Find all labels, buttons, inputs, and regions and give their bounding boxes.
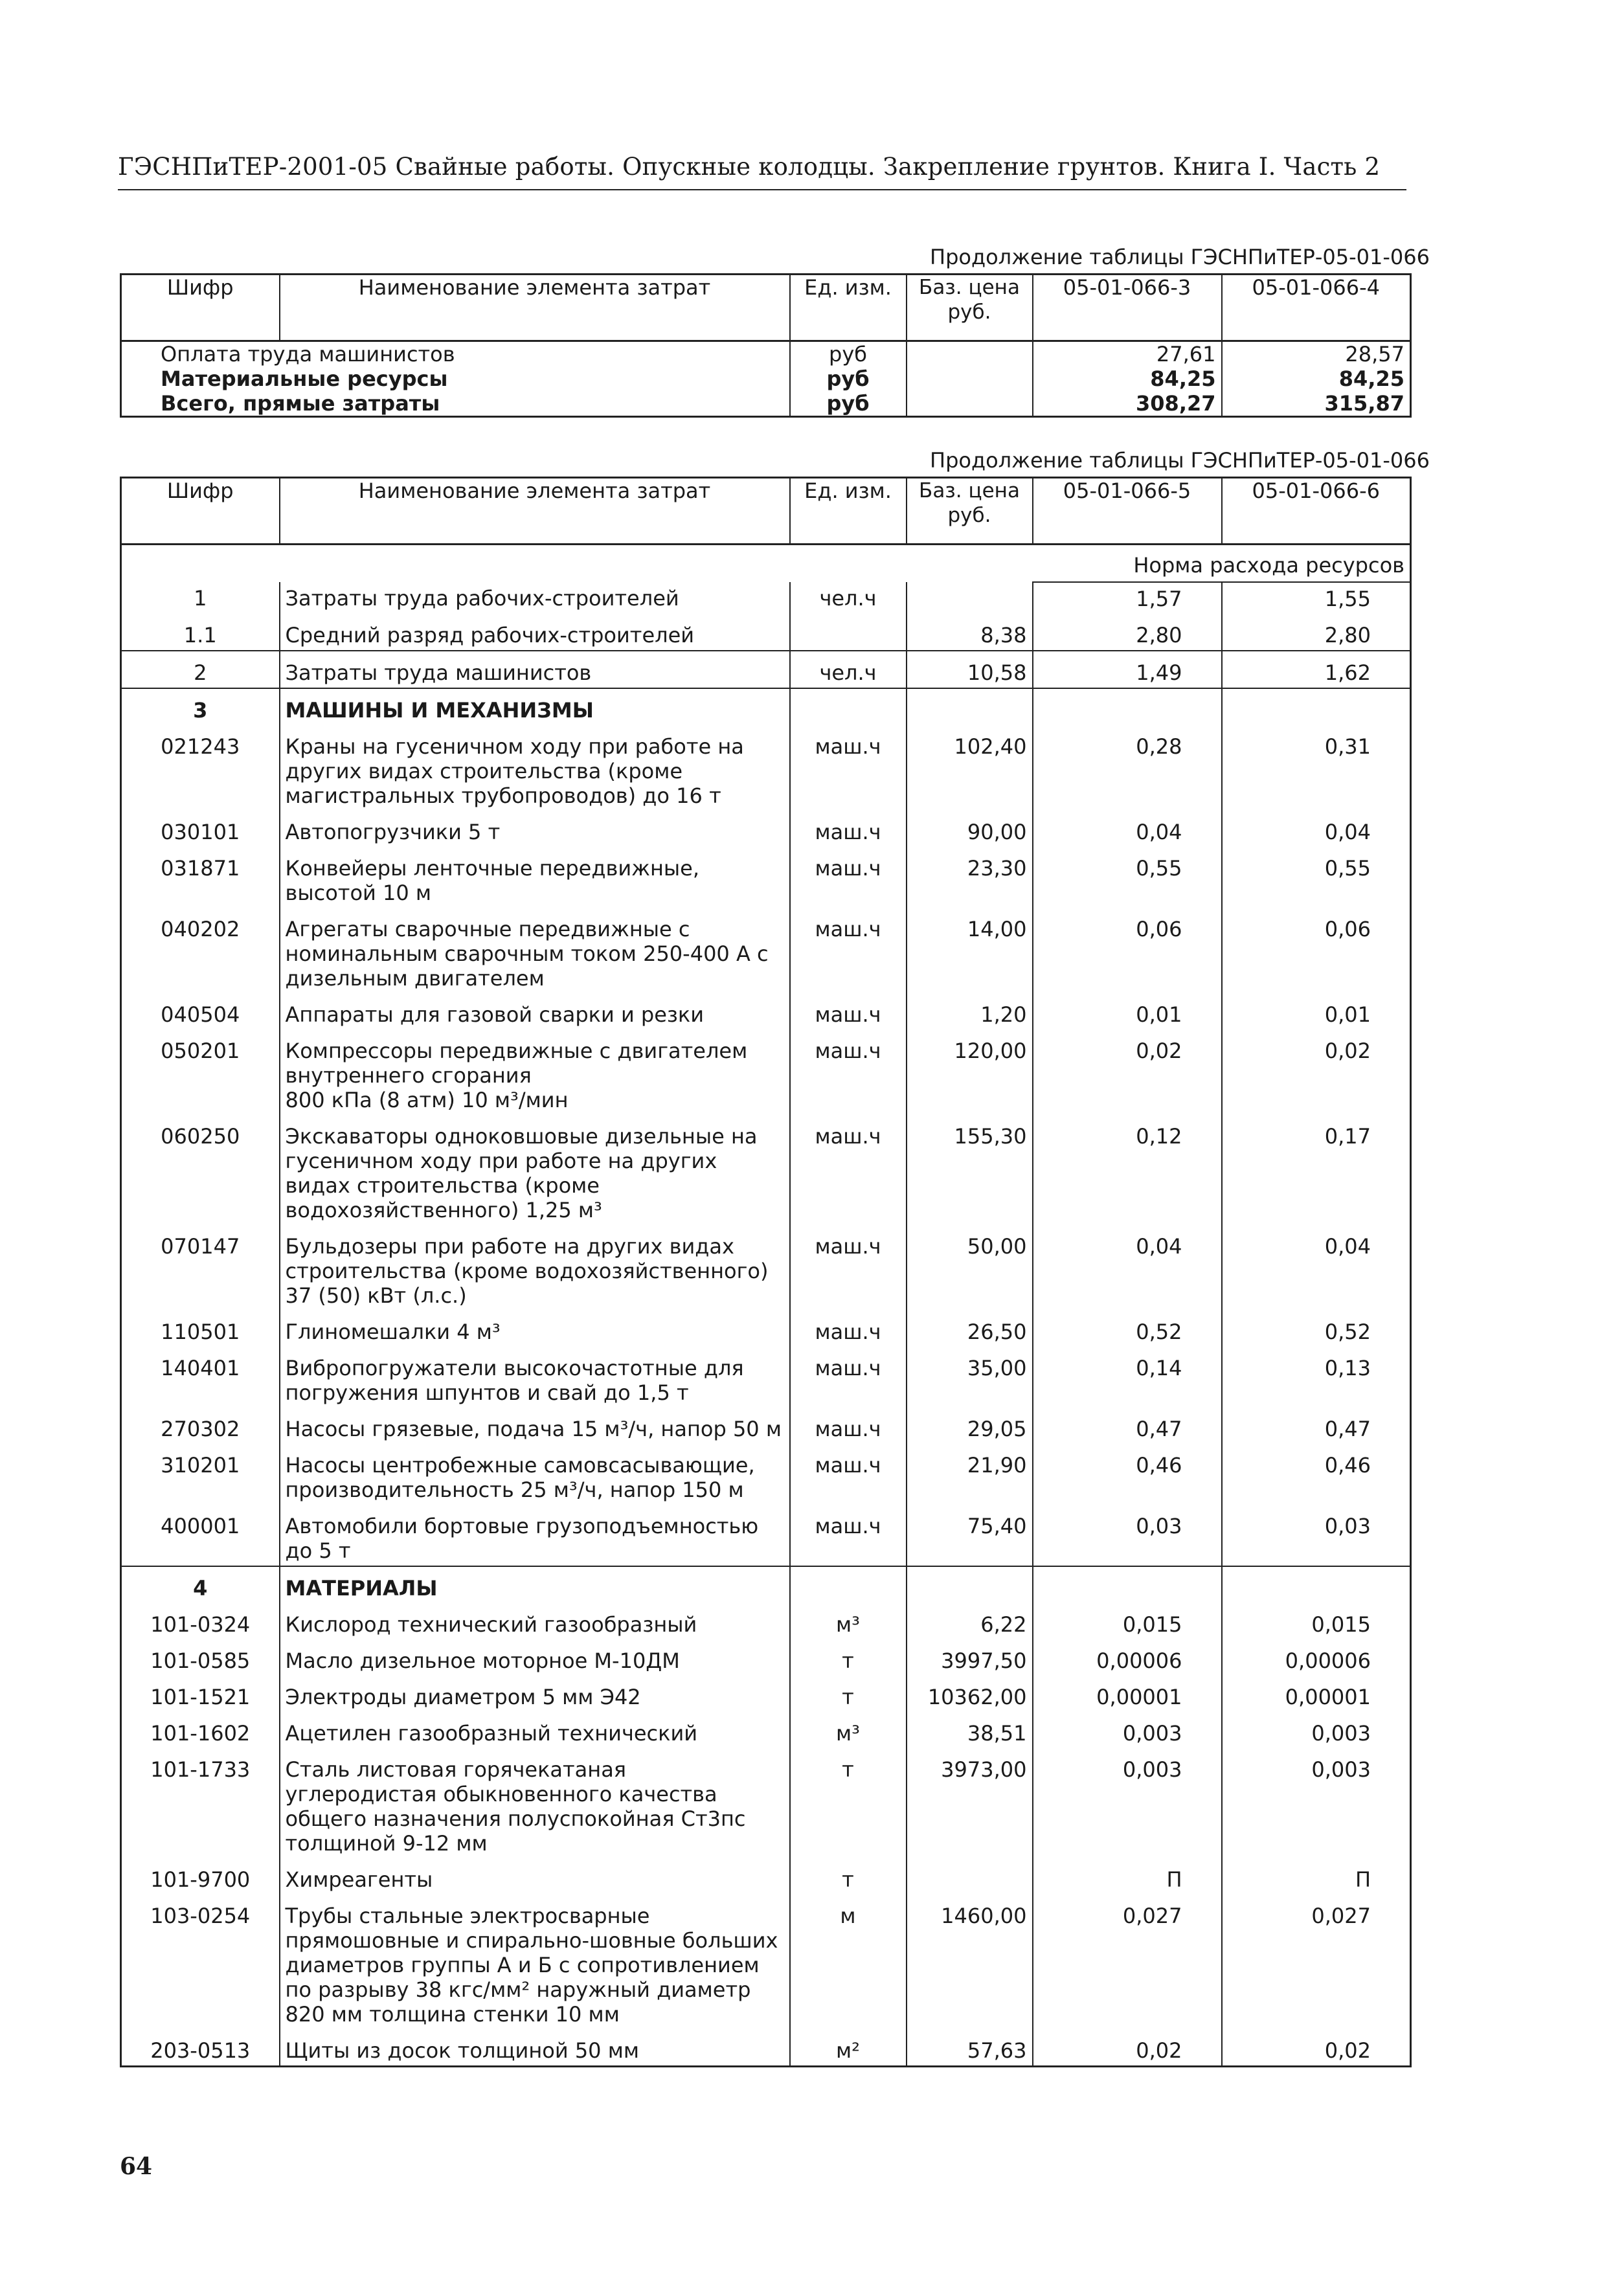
row-base-price: 38,51: [907, 1712, 1033, 1748]
row-unit: т: [790, 1858, 907, 1895]
row-value-a: 0,04: [1033, 811, 1222, 847]
row-name: [280, 651, 790, 688]
row-value-b: 0,47: [1222, 1408, 1411, 1444]
col-header-name: Наименование элемента затрат: [280, 478, 790, 545]
row-name: Оплата труда машинистов: [121, 341, 790, 367]
row-unit: [790, 1566, 907, 1603]
row-value-a: 0,01: [1033, 993, 1222, 1029]
col-header-code: Шифр: [121, 478, 280, 545]
row-value-b: 0,02: [1222, 1029, 1411, 1115]
col-header-variant-a: 05-01-066-5: [1033, 478, 1222, 545]
row-value-a: 0,52: [1033, 1310, 1222, 1347]
row-base-price: 8,38: [907, 614, 1033, 651]
row-name: [280, 1858, 790, 1895]
row-name: [280, 1444, 790, 1505]
row-name-text: Сталь листовая горячекатаная углеродистая обыкновенного качества общего назначения полуспокойная Ст3пс толщиной 9-12 мм: [285, 1757, 746, 1856]
row-value-b: 0,015: [1222, 1603, 1411, 1639]
row-name: [280, 582, 790, 614]
row-unit: т: [790, 1748, 907, 1858]
row-name: [280, 1566, 790, 1603]
cost-summary-table: [120, 273, 1412, 418]
row-name-text: Глиномешалки 4 м³: [285, 1319, 501, 1344]
table-row: [121, 1676, 1411, 1712]
row-unit: руб: [790, 341, 907, 367]
row-base-price: 1460,00: [907, 1895, 1033, 2029]
row-base-price: 3973,00: [907, 1748, 1033, 1858]
row-name: [280, 688, 790, 725]
row-value-b: 0,04: [1222, 1225, 1411, 1310]
table-row: [121, 688, 1411, 725]
row-name: [280, 1029, 790, 1115]
table-row: [121, 1858, 1411, 1895]
row-value-a: 2,80: [1033, 614, 1222, 651]
page-number: 64: [120, 2153, 153, 2180]
table-row: [121, 1029, 1411, 1115]
row-name-text: Трубы стальные электросварные прямошовные и спирально-шовные больших диаметров группы А и Б с сопротивлением по разрыву 38 кгс/мм² наружный диаметр 820 мм толщина стенки 10 мм: [285, 1903, 778, 2027]
row-value-b: 0,02: [1222, 2029, 1411, 2067]
table-row: [121, 725, 1411, 811]
row-code: 101-1602: [121, 1712, 280, 1748]
row-unit: т: [790, 1639, 907, 1676]
row-code: 101-0585: [121, 1639, 280, 1676]
row-name-text: Насосы центробежные самовсасывающие, производительность 25 м³/ч, напор 150 м: [285, 1452, 755, 1502]
row-unit: м: [790, 1895, 907, 2029]
norm-label: Норма расхода ресурсов: [1033, 545, 1411, 582]
row-name-text: МАШИНЫ И МЕХАНИЗМЫ: [285, 697, 594, 723]
row-unit: маш.ч: [790, 811, 907, 847]
table-row: [121, 908, 1411, 993]
row-value-b: П: [1222, 1858, 1411, 1895]
row-value-b: 1,62: [1222, 651, 1411, 688]
row-name: [280, 1639, 790, 1676]
row-name: [280, 1347, 790, 1408]
row-code: 040202: [121, 908, 280, 993]
row-unit: руб: [790, 391, 907, 417]
row-code: 270302: [121, 1408, 280, 1444]
row-code: 031871: [121, 847, 280, 908]
row-base-price: 6,22: [907, 1603, 1033, 1639]
col-header-base-price: Баз. цена руб.: [907, 478, 1033, 545]
header-divider: [118, 189, 1406, 190]
row-base-price: [907, 1858, 1033, 1895]
row-value-b: 0,17: [1222, 1115, 1411, 1225]
table-row: [121, 1895, 1411, 2029]
row-unit: чел.ч: [790, 651, 907, 688]
table-row: [121, 1408, 1411, 1444]
row-value-b: 0,00001: [1222, 1676, 1411, 1712]
row-unit: [790, 614, 907, 651]
row-name-text: Щиты из досок толщиной 50 мм: [285, 2038, 639, 2063]
row-unit: м³: [790, 1603, 907, 1639]
row-unit: маш.ч: [790, 1347, 907, 1408]
row-value-b: 0,01: [1222, 993, 1411, 1029]
row-unit: руб: [790, 366, 907, 391]
row-value-a: 0,06: [1033, 908, 1222, 993]
table-row: [121, 1347, 1411, 1408]
row-value-a: [1033, 1566, 1222, 1603]
table-row: [121, 1505, 1411, 1566]
row-base-price: 90,00: [907, 811, 1033, 847]
row-name: [280, 1676, 790, 1712]
row-value-a: 1,57: [1033, 582, 1222, 614]
row-value-a: 0,02: [1033, 2029, 1222, 2067]
row-base-price: 75,40: [907, 1505, 1033, 1566]
table-row: [121, 1603, 1411, 1639]
row-code: 101-9700: [121, 1858, 280, 1895]
table-row: [121, 614, 1411, 651]
row-value-b: 1,55: [1222, 582, 1411, 614]
table-row: [121, 582, 1411, 614]
row-code: 140401: [121, 1347, 280, 1408]
row-name-text: Химреагенты: [285, 1867, 433, 1892]
row-value-b: 0,06: [1222, 908, 1411, 993]
row-code: 110501: [121, 1310, 280, 1347]
row-name-text: Насосы грязевые, подача 15 м³/ч, напор 50 м: [285, 1416, 782, 1441]
row-value-a: 0,28: [1033, 725, 1222, 811]
row-base-price: 29,05: [907, 1408, 1033, 1444]
running-title: ГЭСНПиТЕР-2001-05 Свайные работы. Опускные колодцы. Закрепление грунтов. Книга I. Часть 2: [118, 153, 1381, 181]
row-unit: маш.ч: [790, 1115, 907, 1225]
row-name: [280, 2029, 790, 2067]
row-value-b: 0,03: [1222, 1505, 1411, 1566]
table-row: [121, 391, 1411, 417]
row-name: [280, 847, 790, 908]
row-name-extra: 800 кПа (8 атм) 10 м³/мин: [285, 1087, 569, 1112]
row-value-b: [1222, 1566, 1411, 1603]
row-name: [280, 725, 790, 811]
table-row: [121, 811, 1411, 847]
row-code: 203-0513: [121, 2029, 280, 2067]
table-row: [121, 341, 1411, 367]
col-header-code: Шифр: [121, 275, 280, 341]
row-name-text: Кислород технический газообразный: [285, 1612, 697, 1637]
row-base-price: 10,58: [907, 651, 1033, 688]
table-row: [121, 1115, 1411, 1225]
table2-caption: Продолжение таблицы ГЭСНПиТЕР-05-01-066: [930, 448, 1430, 473]
row-name-text: Аппараты для газовой сварки и резки: [285, 1002, 705, 1027]
row-base-price: 50,00: [907, 1225, 1033, 1310]
row-value-a: 84,25: [1033, 366, 1222, 391]
row-value-a: 0,12: [1033, 1115, 1222, 1225]
table-row: [121, 1566, 1411, 1603]
row-base-price: [907, 582, 1033, 614]
row-value-a: 1,49: [1033, 651, 1222, 688]
row-base-price: 14,00: [907, 908, 1033, 993]
row-unit: маш.ч: [790, 1505, 907, 1566]
row-base-price: 120,00: [907, 1029, 1033, 1115]
row-unit: маш.ч: [790, 847, 907, 908]
table1-caption: Продолжение таблицы ГЭСНПиТЕР-05-01-066: [930, 245, 1430, 269]
table-row: [121, 1225, 1411, 1310]
row-base-price: 1,20: [907, 993, 1033, 1029]
row-name: [280, 1225, 790, 1310]
row-name-text: Компрессоры передвижные с двигателем внутреннего сгорания: [285, 1038, 748, 1088]
col-header-unit: Ед. изм.: [790, 275, 907, 341]
table-row: [121, 1712, 1411, 1748]
row-value-b: 2,80: [1222, 614, 1411, 651]
row-unit: чел.ч: [790, 582, 907, 614]
row-base-price: 23,30: [907, 847, 1033, 908]
table-row: [121, 1310, 1411, 1347]
row-code: 101-1733: [121, 1748, 280, 1858]
row-base-price: 26,50: [907, 1310, 1033, 1347]
row-name: [280, 811, 790, 847]
row-value-b: 28,57: [1222, 341, 1411, 367]
row-base-price: 155,30: [907, 1115, 1033, 1225]
row-unit: маш.ч: [790, 908, 907, 993]
row-value-a: 0,027: [1033, 1895, 1222, 2029]
row-value-a: 0,03: [1033, 1505, 1222, 1566]
row-name: Материальные ресурсы: [121, 366, 790, 391]
row-name-text: Агрегаты сварочные передвижные с номинальным сварочным током 250-400 А с дизельным двигателем: [285, 916, 769, 991]
row-value-b: 0,52: [1222, 1310, 1411, 1347]
row-name: [280, 1712, 790, 1748]
row-value-a: [1033, 688, 1222, 725]
row-code: 400001: [121, 1505, 280, 1566]
row-name: [280, 993, 790, 1029]
row-code: 1: [121, 582, 280, 614]
col-header-name: Наименование элемента затрат: [280, 275, 790, 341]
table-row: [121, 651, 1411, 688]
row-value-a: П: [1033, 1858, 1222, 1895]
row-value-a: 27,61: [1033, 341, 1222, 367]
row-code: 050201: [121, 1029, 280, 1115]
row-name: [280, 1748, 790, 1858]
row-base-price: 102,40: [907, 725, 1033, 811]
table-row: [121, 847, 1411, 908]
row-base-price: 21,90: [907, 1444, 1033, 1505]
row-name: [280, 1310, 790, 1347]
row-value-b: 0,31: [1222, 725, 1411, 811]
row-base-price: 35,00: [907, 1347, 1033, 1408]
row-code: 070147: [121, 1225, 280, 1310]
row-name-text: Электроды диаметром 5 мм Э42: [285, 1684, 641, 1709]
row-name-text: Краны на гусеничном ходу при работе на других видах строительства (кроме магистральных трубопроводов) до 16 т: [285, 734, 744, 808]
row-unit: маш.ч: [790, 725, 907, 811]
row-unit: т: [790, 1676, 907, 1712]
row-code: 1.1: [121, 614, 280, 651]
row-value-b: 84,25: [1222, 366, 1411, 391]
row-name-text: Бульдозеры при работе на других видах строительства (кроме водохозяйственного) 37 (50) кВт (л.с.): [285, 1233, 769, 1308]
row-name: [280, 1505, 790, 1566]
row-name-text: Вибропогружатели высокочастотные для погружения шпунтов и свай до 1,5 т: [285, 1355, 744, 1405]
row-value-b: 0,04: [1222, 811, 1411, 847]
row-code: 021243: [121, 725, 280, 811]
col-header-base-price: Баз. цена руб.: [907, 275, 1033, 341]
row-code: 103-0254: [121, 1895, 280, 2029]
row-name-text: Затраты труда машинистов: [285, 660, 592, 685]
table-row: [121, 1444, 1411, 1505]
row-value-a: 0,00006: [1033, 1639, 1222, 1676]
row-name: Всего, прямые затраты: [121, 391, 790, 417]
row-value-b: [1222, 688, 1411, 725]
row-name-text: Ацетилен газообразный технический: [285, 1720, 698, 1746]
row-unit: м²: [790, 2029, 907, 2067]
row-unit: м³: [790, 1712, 907, 1748]
row-unit: маш.ч: [790, 1225, 907, 1310]
row-code: 2: [121, 651, 280, 688]
row-code: 040504: [121, 993, 280, 1029]
row-name: [280, 1408, 790, 1444]
row-code: 4: [121, 1566, 280, 1603]
table-row: [121, 2029, 1411, 2067]
row-value-b: 0,027: [1222, 1895, 1411, 2029]
row-code: 101-1521: [121, 1676, 280, 1712]
row-base-price: 57,63: [907, 2029, 1033, 2067]
row-code: 101-0324: [121, 1603, 280, 1639]
row-value-a: 0,46: [1033, 1444, 1222, 1505]
row-value-b: 0,00006: [1222, 1639, 1411, 1676]
row-value-b: 0,003: [1222, 1712, 1411, 1748]
row-value-a: 308,27: [1033, 391, 1222, 417]
col-header-variant-a: 05-01-066-3: [1033, 275, 1222, 341]
row-name: [280, 908, 790, 993]
row-name: [280, 1115, 790, 1225]
row-unit: маш.ч: [790, 1310, 907, 1347]
row-value-b: 0,46: [1222, 1444, 1411, 1505]
row-name-text: Конвейеры ленточные передвижные, высотой 10 м: [285, 855, 699, 905]
row-name-text: Автопогрузчики 5 т: [285, 819, 501, 844]
row-unit: маш.ч: [790, 1444, 907, 1505]
row-value-b: 315,87: [1222, 391, 1411, 417]
row-value-b: 0,003: [1222, 1748, 1411, 1858]
row-value-b: 0,55: [1222, 847, 1411, 908]
table-row: [121, 366, 1411, 391]
row-name: [280, 1603, 790, 1639]
row-value-a: 0,04: [1033, 1225, 1222, 1310]
col-header-variant-b: 05-01-066-6: [1222, 478, 1411, 545]
row-name: [280, 614, 790, 651]
row-base-price: [907, 1566, 1033, 1603]
col-header-unit: Ед. изм.: [790, 478, 907, 545]
table-row: [121, 993, 1411, 1029]
row-value-a: 0,003: [1033, 1712, 1222, 1748]
table-row: [121, 1639, 1411, 1676]
row-base-price: 3997,50: [907, 1639, 1033, 1676]
row-name-text: МАТЕРИАЛЫ: [285, 1575, 438, 1601]
table-row: [121, 1748, 1411, 1858]
resource-norms-table: [120, 477, 1412, 2067]
row-base-price: 10362,00: [907, 1676, 1033, 1712]
row-value-b: 0,13: [1222, 1347, 1411, 1408]
row-name-text: Автомобили бортовые грузоподъемностью до 5 т: [285, 1513, 759, 1563]
row-code: 3: [121, 688, 280, 725]
row-code: 060250: [121, 1115, 280, 1225]
row-unit: маш.ч: [790, 993, 907, 1029]
row-name-text: Средний разряд рабочих-строителей: [285, 622, 695, 647]
row-code: 030101: [121, 811, 280, 847]
row-value-a: 0,015: [1033, 1603, 1222, 1639]
row-code: 310201: [121, 1444, 280, 1505]
row-name-text: Масло дизельное моторное М-10ДМ: [285, 1648, 680, 1673]
row-base-price: [907, 688, 1033, 725]
row-value-a: 0,14: [1033, 1347, 1222, 1408]
row-unit: маш.ч: [790, 1029, 907, 1115]
row-unit: [790, 688, 907, 725]
row-name: [280, 1895, 790, 2029]
row-name-text: Затраты труда рабочих-строителей: [285, 585, 679, 611]
col-header-variant-b: 05-01-066-4: [1222, 275, 1411, 341]
row-unit: маш.ч: [790, 1408, 907, 1444]
row-value-a: 0,47: [1033, 1408, 1222, 1444]
row-value-a: 0,55: [1033, 847, 1222, 908]
row-name-text: Экскаваторы одноковшовые дизельные на гусеничном ходу при работе на других видах строительства (кроме водохозяйственного) 1,25 м³: [285, 1123, 758, 1222]
row-value-a: 0,02: [1033, 1029, 1222, 1115]
row-value-a: 0,003: [1033, 1748, 1222, 1858]
row-value-a: 0,00001: [1033, 1676, 1222, 1712]
